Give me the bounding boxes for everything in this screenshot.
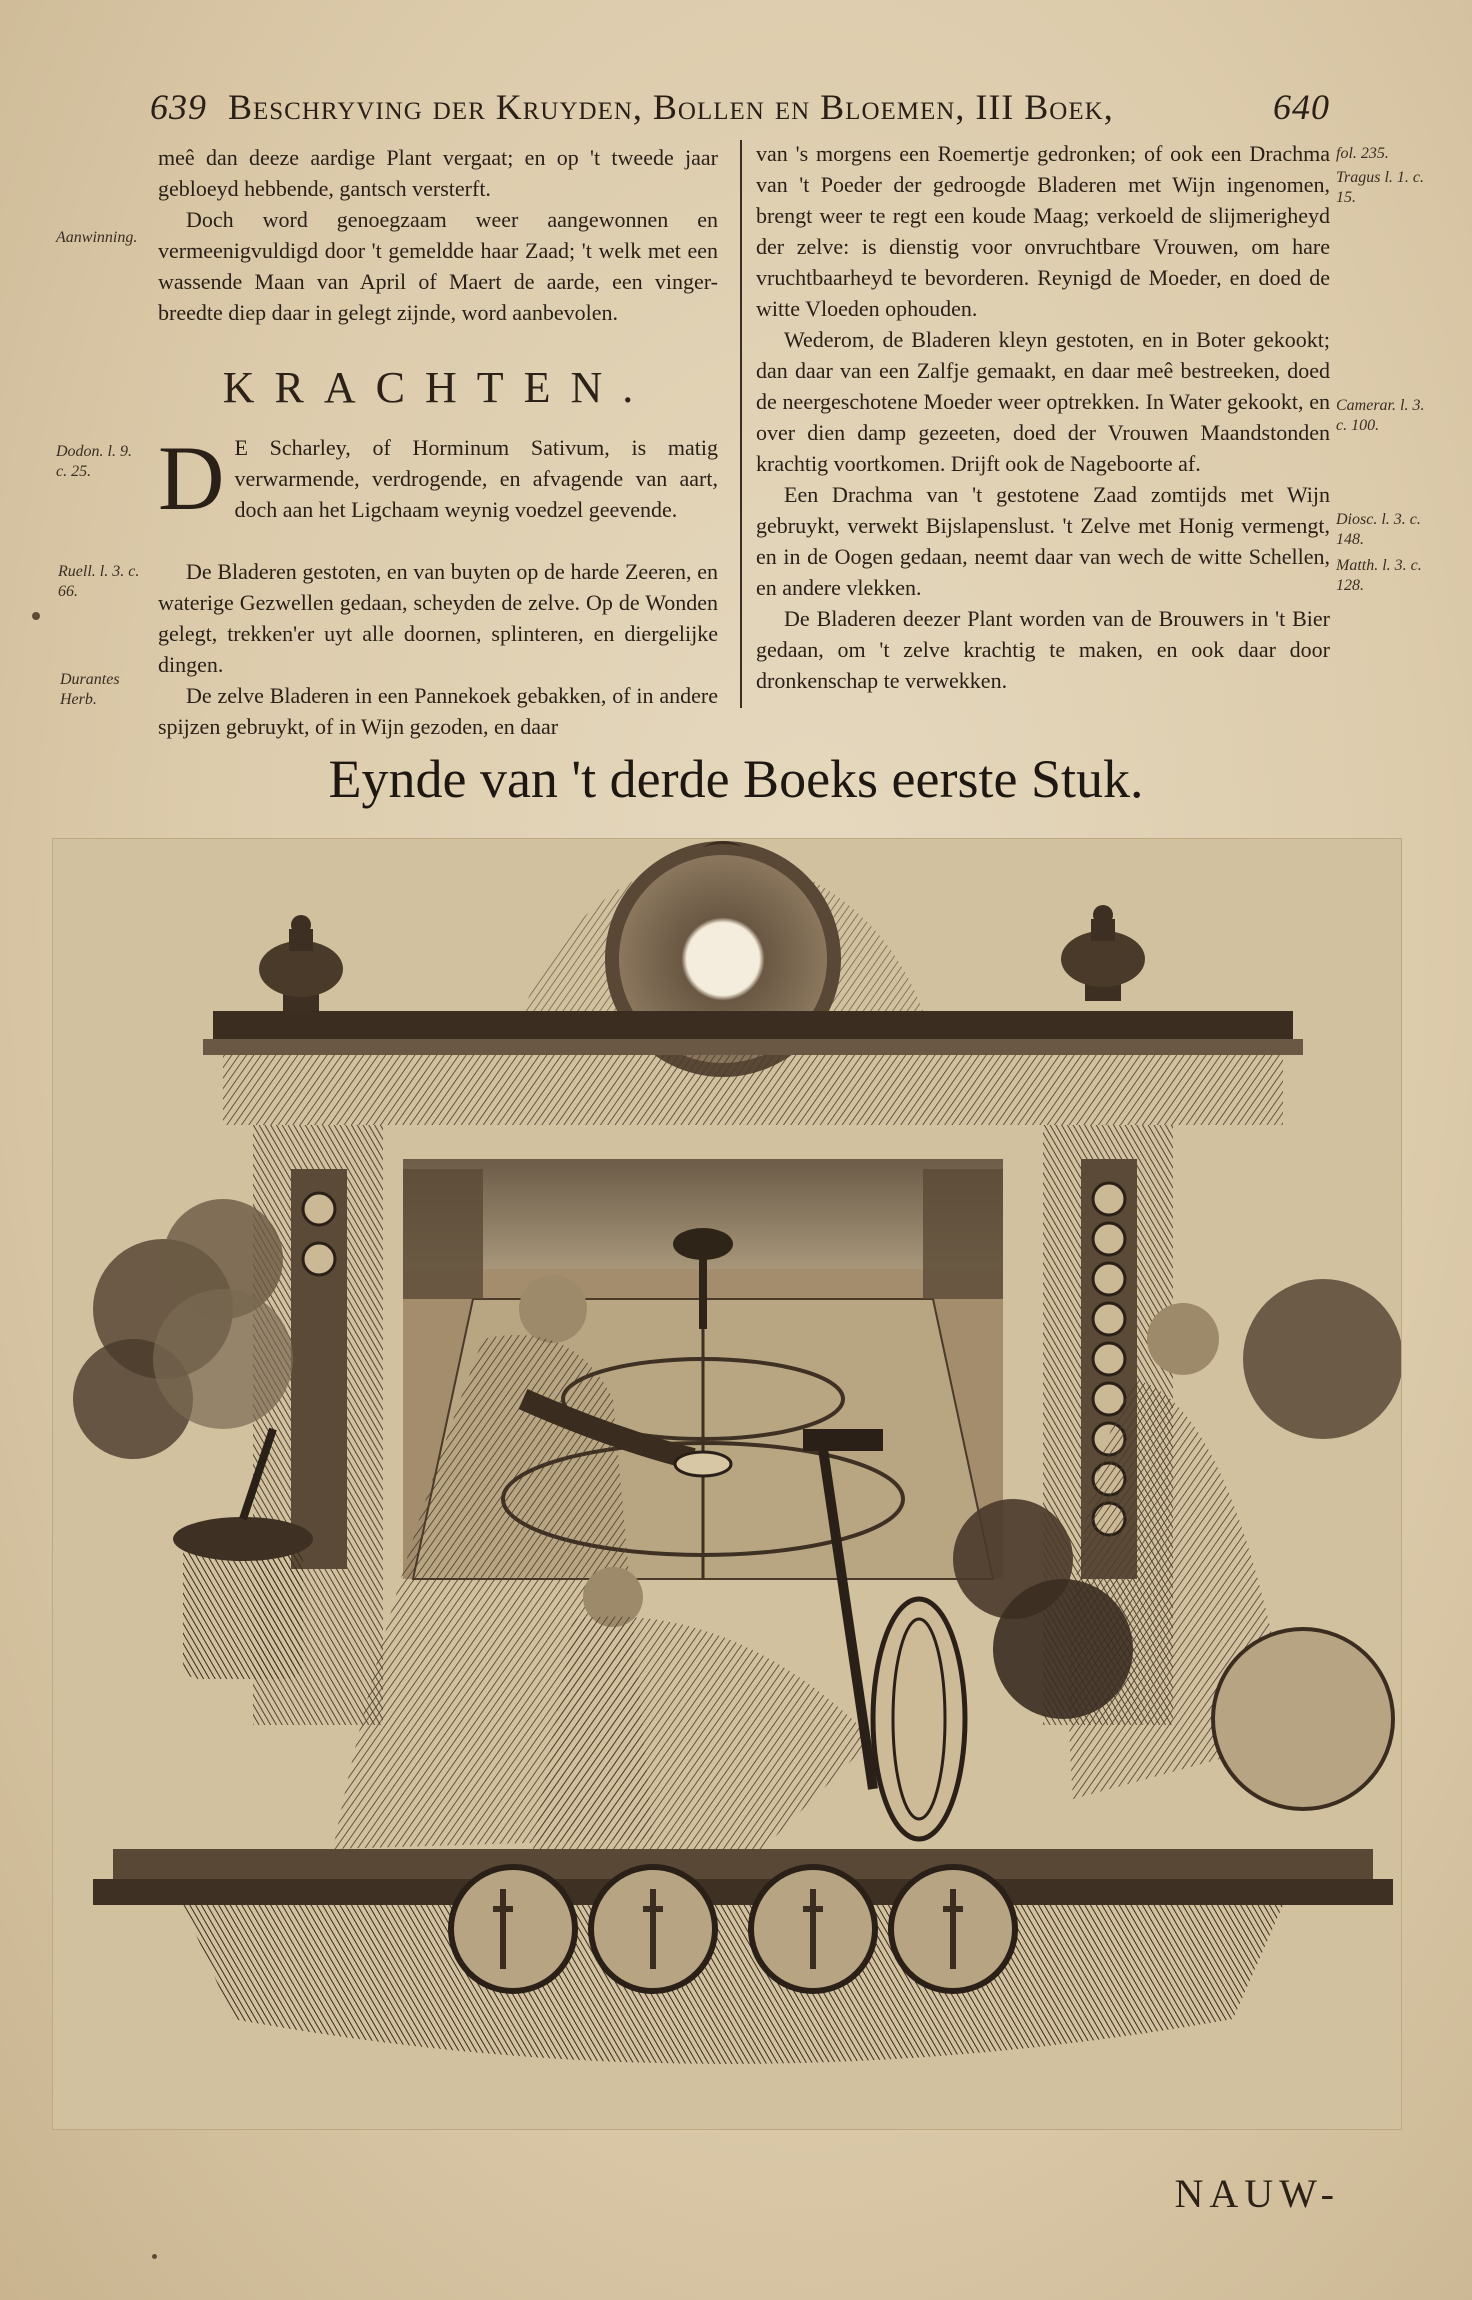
right-paragraph-2: Wederom, de Bladeren kleyn gestoten, en in Boter gekookt; dan daar van een Zalfje gemaakt, en daar meê bestreeken, doed de neergeschotene Moeder weer optrekken. In Water gekookt, en over dien damp gezeeten, doed der Vrouwen Maandstonden krachtig voortkomen. Drijft ook de Nageboorte af. xyxy=(756,327,1330,476)
margin-note-diosc: Diosc. l. 3. c. 148. xyxy=(1336,511,1421,548)
left-paragraph-3-text: E Scharley, of Horminum Sativum, is matig verwarmende, verdrogende, en afvagende van aart, doch aan het Ligchaam weynig voedzel geevende. xyxy=(234,435,718,522)
left-paragraph-2: Doch word genoegzaam weer aangewonnen en vermeenigvuldigd door 't gemeldde haar Zaad; 't welk met een wassende Maan van April of Maert de aarde, een vinger-breedte diep daar in gelegt zijnde, word aanbevolen. xyxy=(158,207,718,325)
margin-note-fol: fol. 235. xyxy=(1336,145,1389,162)
ink-spot xyxy=(152,2254,157,2259)
margin-note-ruell: Ruell. l. 3. c. 66. xyxy=(58,563,140,600)
right-paragraph-3: Een Drachma van 't gestotene Zaad zomtijds met Wijn gebruykt, verwekt Bijslapenslust. 't Zelve met Honig vermengt, en in de Oogen gedaan, neemt daar van wech de witte Schellen, en andere vlekken. xyxy=(756,482,1330,600)
left-paragraph-4: De Bladeren gestoten, en van buyten op de harde Zeeren, en waterige Gezwellen gedaan, scheyden de zelve. Op de Wonden gelegt, trekken'er uyt alle doornen, splinteren, en diergelijke dingen. xyxy=(158,559,718,677)
right-text-column xyxy=(756,138,1330,696)
header-title: Beschryving der Kruyden, Bollen en Bloemen, III Boek, xyxy=(228,87,1114,127)
zodiac-wheel-icon xyxy=(873,1599,965,1839)
margin-note-camerar: Camerar. l. 3. c. 100. xyxy=(1336,397,1425,434)
urn-left-icon xyxy=(259,915,343,1011)
left-text-column xyxy=(158,142,718,742)
margin-note-matth: Matth. l. 3. c. 128. xyxy=(1336,557,1422,594)
left-paragraph-5: De zelve Bladeren in een Pannekoek gebakken, of in andere spijzen gebruykt, of in Wijn gezoden, en daar xyxy=(158,683,718,739)
margin-note-dodon: Dodon. l. 9. c. 25. xyxy=(56,443,132,480)
ink-spot xyxy=(32,612,40,620)
margin-note-durantes: Durantes Herb. xyxy=(60,671,120,708)
left-paragraph-1: meê dan deeze aardige Plant vergaat; en op 't tweede jaar gebloeyd hebbende, gantsch versterft. xyxy=(158,145,718,201)
pedestal-base xyxy=(93,1849,1393,2064)
catchword: NAUW- xyxy=(1174,2171,1340,2216)
section-heading: KRACHTEN. xyxy=(222,363,654,412)
page-number-left: 639 xyxy=(150,87,207,127)
running-header xyxy=(150,86,1330,136)
engraving-illustration xyxy=(52,838,1402,2130)
drop-cap: D xyxy=(158,427,225,529)
right-paragraph-1: van 's morgens een Roemertje gedronken; of ook een Drachma van 't Poeder der gedroogde Bladeren met Wijn ingenomen, brengt weer te regt een koude Maag; verkoeld de slijmerigheyd der zelve: is dienstig voor onvruchtbare Vrouwen, om hare vruchtbaarheyd te bevorderen. Reynigd de Moeder, en doed de witte Vloeden ophouden. xyxy=(756,141,1330,321)
column-divider xyxy=(740,140,742,708)
right-paragraph-4: De Bladeren deezer Plant worden van de Brouwers in 't Bier gedaan, om 't zelve krachtig te maken, en ook daar door dronkenschap te verwekken. xyxy=(756,606,1330,693)
left-paragraph-3 xyxy=(158,427,718,556)
margin-note-tragus: Tragus l. 1. c. 15. xyxy=(1336,169,1425,206)
page-number-right: 640 xyxy=(1273,87,1330,127)
urn-right-icon xyxy=(1061,905,1145,1001)
end-of-section-title: Eynde van 't derde Boeks eerste Stuk. xyxy=(328,749,1144,809)
margin-note-aanwinning: Aanwinning. xyxy=(56,229,138,246)
